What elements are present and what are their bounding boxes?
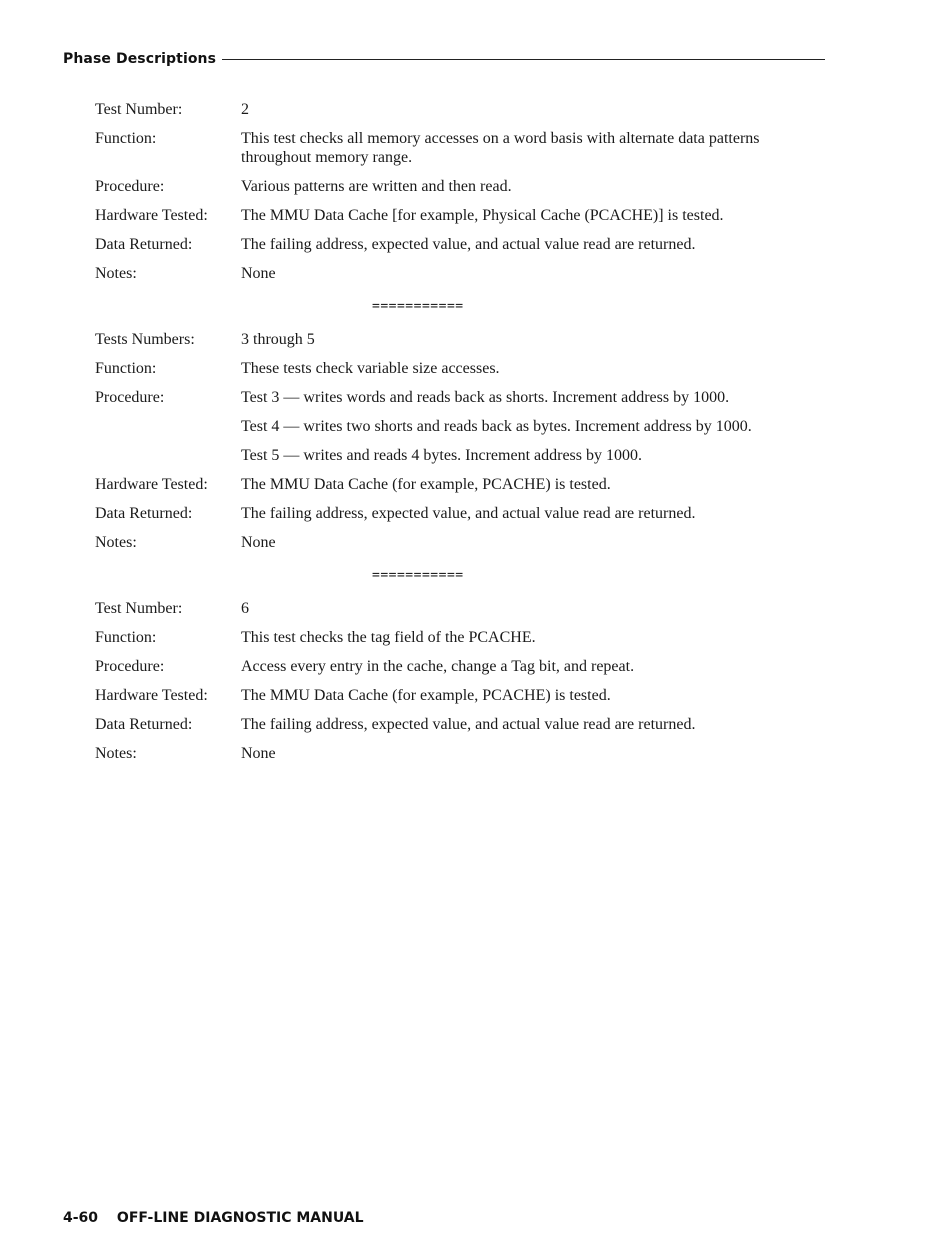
- field-value: [241, 359, 816, 378]
- test-section: [95, 599, 825, 763]
- field-value-paragraph: The MMU Data Cache (for example, PCACHE) is tested.: [241, 476, 611, 493]
- field-label: Function:: [95, 629, 157, 646]
- manual-title: OFF-LINE DIAGNOSTIC MANUAL: [116, 1210, 364, 1226]
- field-row: [95, 359, 825, 378]
- field-label: Notes:: [95, 265, 137, 282]
- field-label: Function:: [95, 360, 157, 377]
- field-row: [95, 206, 825, 225]
- field-row: [95, 533, 825, 552]
- field-value-paragraph: None: [241, 265, 276, 282]
- page-number: 4-60: [63, 1210, 99, 1226]
- field-value: [241, 686, 816, 705]
- section-divider: ===========: [372, 568, 464, 583]
- field-value-paragraph: This test checks the tag field of the PCACHE.: [241, 629, 536, 646]
- field-value-paragraph: Test 3 — writes words and reads back as shorts. Increment address by 1000.: [241, 389, 730, 406]
- field-value: [241, 744, 816, 763]
- field-value-paragraph: The failing address, expected value, and actual value read are returned.: [241, 236, 696, 253]
- field-value: [241, 504, 816, 523]
- header-rule: [222, 59, 825, 60]
- field-value: [241, 715, 816, 734]
- field-value-paragraph: 6: [241, 600, 249, 617]
- field-label: Data Returned:: [95, 505, 193, 522]
- field-value-paragraph: 2: [241, 101, 249, 118]
- field-value-paragraph: The failing address, expected value, and actual value read are returned.: [241, 505, 696, 522]
- field-label: Hardware Tested:: [95, 687, 208, 704]
- field-label: Data Returned:: [95, 716, 193, 733]
- field-value: [241, 388, 816, 465]
- field-label: Notes:: [95, 534, 137, 551]
- field-value: [241, 206, 816, 225]
- field-row: [95, 475, 825, 494]
- field-value-paragraph: Test 4 — writes two shorts and reads back as bytes. Increment address by 1000.: [241, 418, 752, 435]
- test-section: [95, 330, 825, 586]
- field-value: [241, 657, 816, 676]
- field-row: [95, 744, 825, 763]
- field-row: [95, 129, 825, 167]
- field-row: [95, 686, 825, 705]
- field-row: [95, 715, 825, 734]
- field-value: [241, 533, 816, 552]
- field-label: Tests Numbers:: [95, 331, 195, 348]
- field-value-paragraph: Access every entry in the cache, change a Tag bit, and repeat.: [241, 658, 635, 675]
- field-row: [95, 264, 825, 283]
- field-row: [95, 177, 825, 196]
- field-value: [241, 100, 816, 119]
- field-value-paragraph: The failing address, expected value, and actual value read are returned.: [241, 716, 696, 733]
- section-title: Phase Descriptions: [63, 51, 217, 67]
- field-row: [95, 388, 825, 465]
- field-value: [241, 177, 816, 196]
- field-label: Procedure:: [95, 178, 165, 195]
- field-value-paragraph: This test checks all memory accesses on a word basis with alternate data patterns throughout memory range.: [241, 130, 760, 166]
- field-value-paragraph: Various patterns are written and then read.: [241, 178, 512, 195]
- field-label: Hardware Tested:: [95, 476, 208, 493]
- field-label: Data Returned:: [95, 236, 193, 253]
- field-label: Notes:: [95, 745, 137, 762]
- field-value-paragraph: None: [241, 534, 276, 551]
- field-value-paragraph: The MMU Data Cache [for example, Physical Cache (PCACHE)] is tested.: [241, 207, 724, 224]
- field-row: [95, 628, 825, 647]
- field-label: Function:: [95, 130, 157, 147]
- field-value: [241, 129, 816, 167]
- field-value: [241, 475, 816, 494]
- field-row: [95, 100, 825, 119]
- field-label: Test Number:: [95, 101, 183, 118]
- page-header: [63, 48, 825, 70]
- field-label: Procedure:: [95, 658, 165, 675]
- field-value-paragraph: Test 5 — writes and reads 4 bytes. Increment address by 1000.: [241, 447, 642, 464]
- test-section: [95, 100, 825, 317]
- field-value: [241, 628, 816, 647]
- field-value: [241, 264, 816, 283]
- field-value: [241, 330, 816, 349]
- field-value-paragraph: These tests check variable size accesses.: [241, 360, 500, 377]
- field-label: Hardware Tested:: [95, 207, 208, 224]
- field-value-paragraph: None: [241, 745, 276, 762]
- field-row: [95, 235, 825, 254]
- field-value: [241, 599, 816, 618]
- field-row: [95, 657, 825, 676]
- field-row: [95, 504, 825, 523]
- field-row: [95, 330, 825, 349]
- field-row: [95, 599, 825, 618]
- field-label: Test Number:: [95, 600, 183, 617]
- page-footer: [63, 1210, 364, 1226]
- test-descriptions: [95, 100, 825, 773]
- field-value: [241, 235, 816, 254]
- section-divider: ===========: [372, 299, 464, 314]
- field-value-paragraph: 3 through 5: [241, 331, 315, 348]
- field-value-paragraph: The MMU Data Cache (for example, PCACHE) is tested.: [241, 687, 611, 704]
- field-label: Procedure:: [95, 389, 165, 406]
